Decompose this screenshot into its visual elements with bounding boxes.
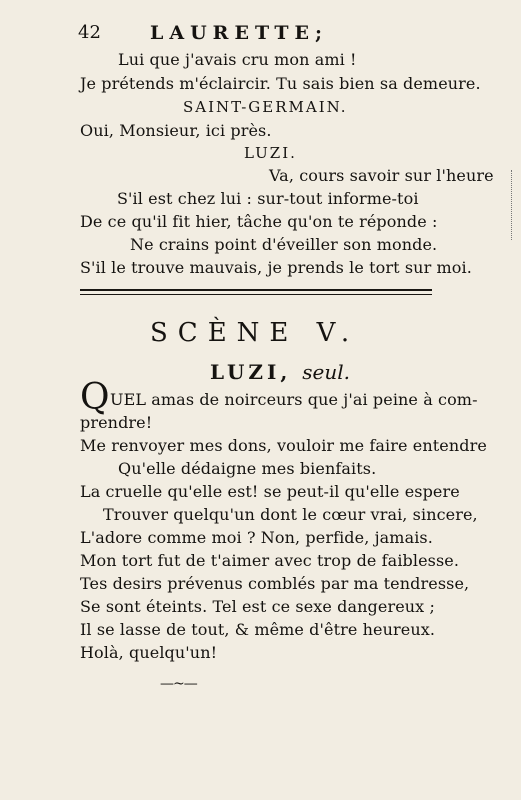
verse-line: De ce qu'il fit hier, tâche qu'on te réponde : xyxy=(80,212,438,231)
page-number: 42 xyxy=(78,22,101,43)
page-edge-marks xyxy=(511,170,515,240)
scene-character xyxy=(210,360,350,384)
verse-line: Je prétends m'éclaircir. Tu sais bien sa demeure. xyxy=(80,74,481,93)
verse-line: S'il le trouve mauvais, je prends le tort sur moi. xyxy=(80,258,472,277)
verse-line: Oui, Monsieur, ici près. xyxy=(80,121,272,140)
running-title: LAURETTE; xyxy=(150,22,329,44)
verse-line: Se sont éteints. Tel est ce sexe dangereux ; xyxy=(80,597,435,616)
verse-line: prendre! xyxy=(80,413,153,432)
verse-line: L'adore comme moi ? Non, perfide, jamais. xyxy=(80,528,433,547)
verse-line: Me renvoyer mes dons, vouloir me faire entendre xyxy=(80,436,487,455)
verse-line: Qu'elle dédaigne mes bienfaits. xyxy=(118,459,377,478)
drop-cap: Q xyxy=(80,377,110,418)
verse-line: Trouver quelqu'un dont le cœur vrai, sincere, xyxy=(103,505,478,524)
verse-line: Tes desirs prévenus comblés par ma tendresse, xyxy=(80,574,470,593)
verse-line: S'il est chez lui : sur-tout informe-toi xyxy=(117,189,419,208)
verse-line: Lui que j'avais cru mon ami ! xyxy=(118,50,357,69)
scene-title: SCÈNE V. xyxy=(150,318,360,348)
verse-line: Va, cours savoir sur l'heure xyxy=(269,166,494,185)
stage-direction: seul. xyxy=(302,360,351,384)
section-rule xyxy=(80,289,432,291)
verse-line: Holà, quelqu'un! xyxy=(80,643,218,662)
ornament-flourish: —~— xyxy=(160,676,197,692)
character-name: LUZI, xyxy=(210,360,292,384)
section-rule-thin xyxy=(80,294,432,295)
speaker-name: SAINT-GERMAIN. xyxy=(183,98,348,116)
verse-line: La cruelle qu'elle est! se peut-il qu'elle espere xyxy=(80,482,460,501)
verse-line: Ne crains point d'éveiller son monde. xyxy=(130,235,438,254)
speaker-name: LUZI. xyxy=(244,144,297,162)
verse-line: UEL amas de noirceurs que j'ai peine à com- xyxy=(110,390,478,409)
verse-line: Mon tort fut de t'aimer avec trop de faiblesse. xyxy=(80,551,460,570)
verse-line: Il se lasse de tout, & même d'être heureux. xyxy=(80,620,436,639)
